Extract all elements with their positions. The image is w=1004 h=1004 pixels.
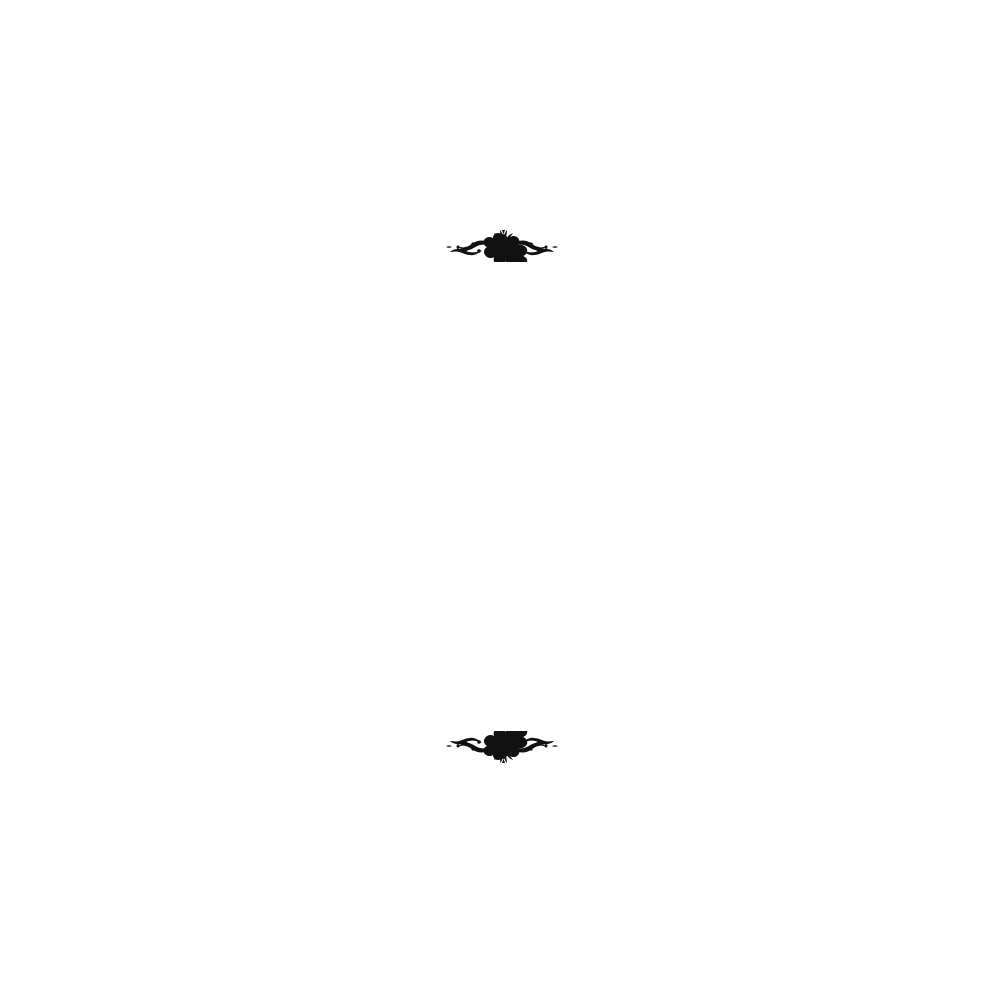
ornamental-divider-bottom [0, 718, 1004, 778]
floral-fleuron-divider-icon [422, 228, 582, 262]
floral-fleuron-divider-icon [422, 731, 582, 765]
document-body [150, 290, 854, 704]
ornamental-divider-top [0, 215, 1004, 275]
